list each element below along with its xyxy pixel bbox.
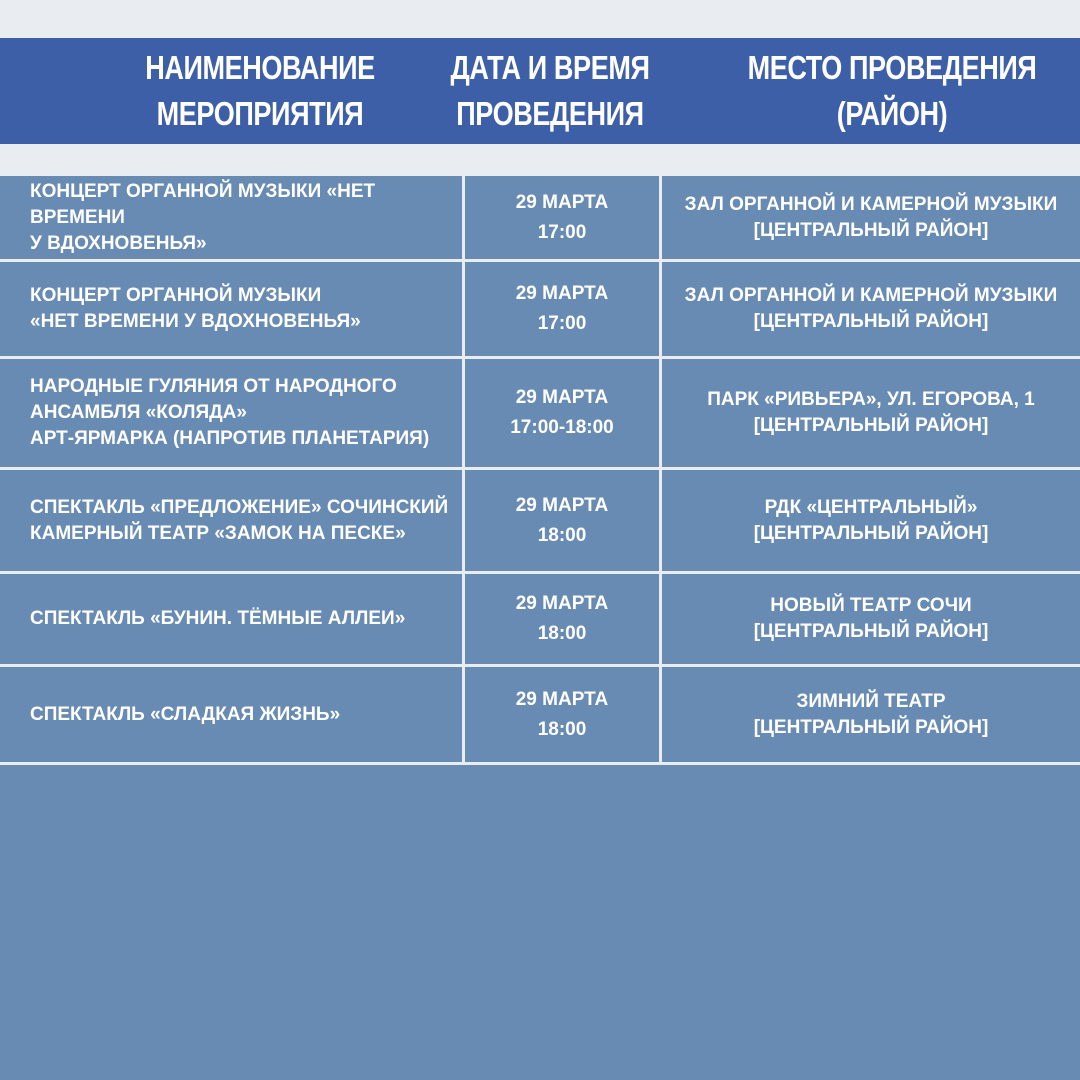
table-header [0,38,1080,144]
event-date: 29 МАРТА 17:00 [515,191,609,243]
events-table [0,176,1080,765]
header-event-name-line1: НАИМЕНОВАНИЕ [145,49,375,86]
event-place-cell [662,470,1080,571]
table-row [0,470,1080,574]
header-event-name-line2: МЕРОПРИЯТИЯ [156,95,364,132]
table-row [0,667,1080,765]
event-date-cell [465,574,659,664]
event-name-cell [0,574,462,664]
event-date-cell [465,667,659,762]
table-row [0,574,1080,667]
event-place-cell [662,176,1080,259]
event-name-cell [0,176,462,259]
header-date-time-line2: ПРОВЕДЕНИЯ [456,95,644,132]
event-place: ЗАЛ ОРГАННОЙ И КАМЕРНОЙ МУЗЫКИ [ЦЕНТРАЛЬНЫЙ РАЙОН] [684,285,1058,332]
event-place-cell [662,262,1080,356]
header-date-time [443,38,656,144]
event-date-cell [465,262,659,356]
header-gap-strip [0,144,1080,176]
table-row [0,176,1080,262]
event-place: РДК «ЦЕНТРАЛЬНЫЙ» [ЦЕНТРАЛЬНЫЙ РАЙОН] [753,496,989,544]
table-row [0,359,1080,470]
event-date-cell [465,470,659,571]
event-date: 29 МАРТА 17:00-18:00 [510,387,614,438]
event-name: СПЕКТАКЛЬ «ПРЕДЛОЖЕНИЕ» СОЧИНСКИЙ КАМЕРНЫЙ ТЕАТР «ЗАМОК НА ПЕСКЕ» [30,496,449,544]
header-event-name [80,38,441,144]
event-name-cell [0,359,462,467]
event-name: СПЕКТАКЛЬ «СЛАДКАЯ ЖИЗНЬ» [30,703,341,725]
event-place-cell [662,359,1080,467]
top-margin-strip [0,0,1080,38]
event-place: ЗИМНИЙ ТЕАТР [ЦЕНТРАЛЬНЫЙ РАЙОН] [753,690,989,738]
header-place-line1: МЕСТО ПРОВЕДЕНИЯ [747,49,1037,86]
event-name: НАРОДНЫЕ ГУЛЯНИЯ ОТ НАРОДНОГО АНСАМБЛЯ «КОЛЯДА» АРТ-ЯРМАРКА (НАПРОТИВ ПЛАНЕТАРИЯ) [30,376,430,449]
event-place-cell [662,574,1080,664]
header-place [728,38,1056,144]
event-place: НОВЫЙ ТЕАТР СОЧИ [ЦЕНТРАЛЬНЫЙ РАЙОН] [753,595,989,642]
event-name-cell [0,667,462,762]
event-place-cell [662,667,1080,762]
event-date-cell [465,359,659,467]
event-date-cell [465,176,659,259]
event-name-cell [0,262,462,356]
event-place: ЗАЛ ОРГАННОЙ И КАМЕРНОЙ МУЗЫКИ [ЦЕНТРАЛЬНЫЙ РАЙОН] [684,193,1058,241]
event-date: 29 МАРТА 17:00 [515,283,609,334]
event-name: КОНЦЕРТ ОРГАННОЙ МУЗЫКИ «НЕТ ВРЕМЕНИ У ВДОХНОВЕНЬЯ» [30,285,361,332]
event-name: СПЕКТАКЛЬ «БУНИН. ТЁМНЫЕ АЛЛЕИ» [30,608,406,629]
header-place-line2: (РАЙОН) [836,95,948,132]
event-place: ПАРК «РИВЬЕРА», УЛ. ЕГОРОВА, 1 [ЦЕНТРАЛЬНЫЙ РАЙОН] [707,389,1035,436]
event-date: 29 МАРТА 18:00 [515,593,609,644]
table-row [0,262,1080,359]
event-date: 29 МАРТА 18:00 [515,688,609,740]
event-name: КОНЦЕРТ ОРГАННОЙ МУЗЫКИ «НЕТ ВРЕМЕНИ У ВДОХНОВЕНЬЯ» [30,180,376,254]
event-name-cell [0,470,462,571]
header-date-time-line1: ДАТА И ВРЕМЯ [450,49,650,86]
event-date: 29 МАРТА 18:00 [515,494,609,546]
